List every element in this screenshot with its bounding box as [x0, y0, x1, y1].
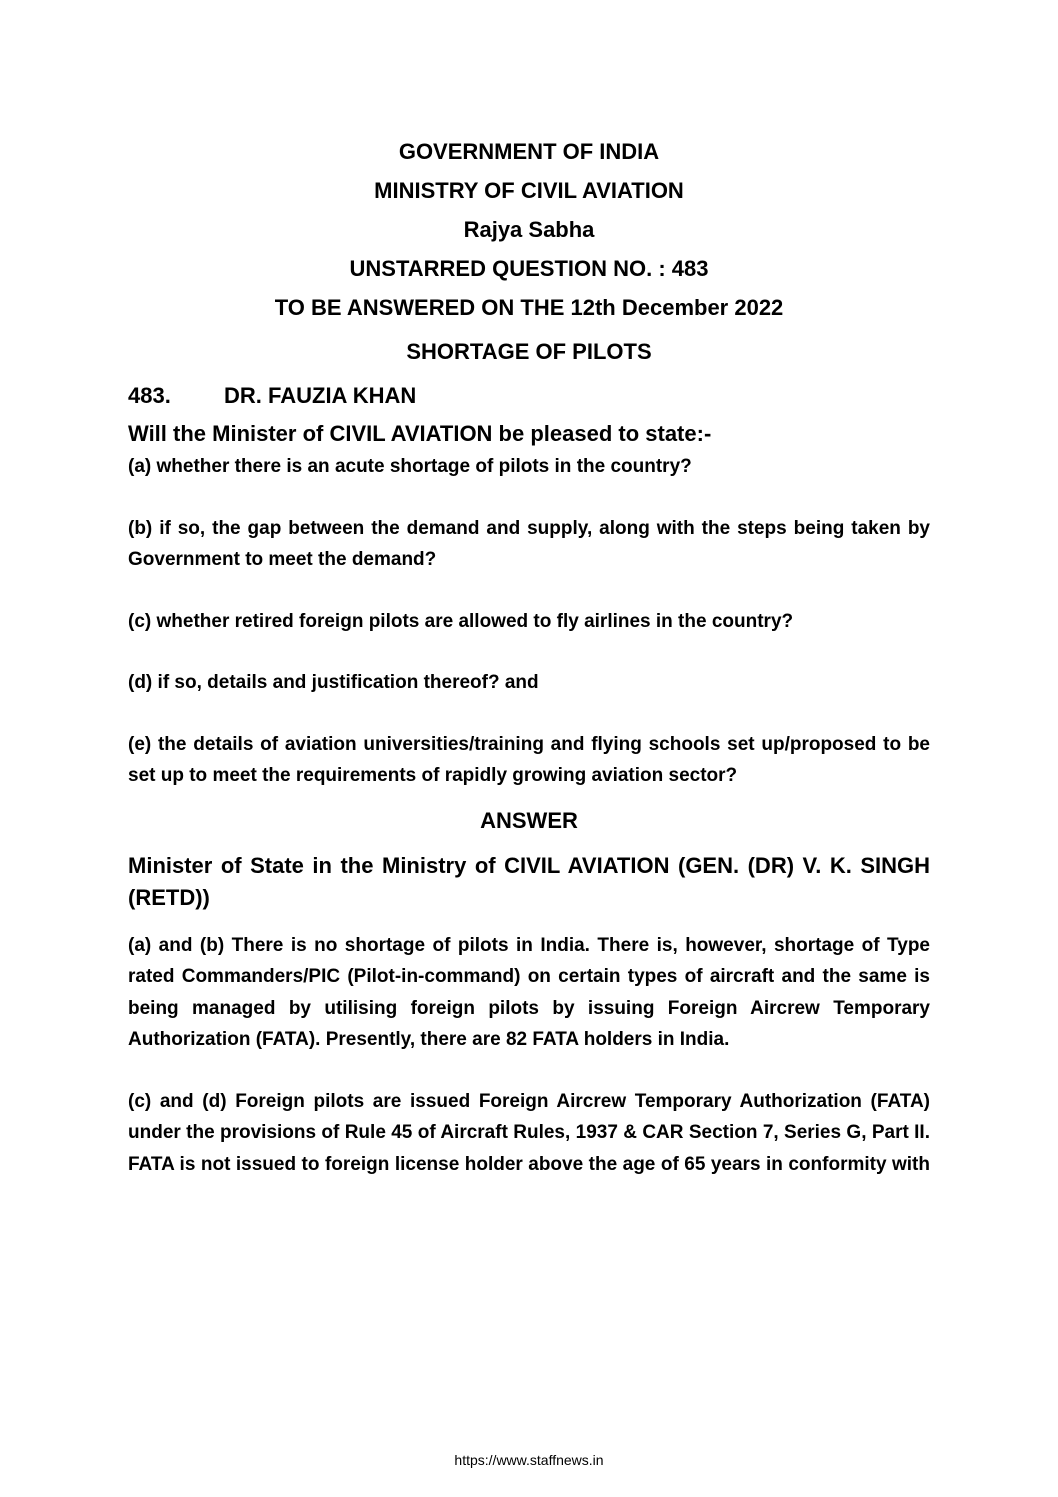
header-ministry: MINISTRY OF CIVIL AVIATION — [374, 178, 684, 203]
document-page — [128, 132, 930, 1180]
question-part-d: (d) if so, details and justification thereof? and — [128, 672, 539, 693]
question-member — [128, 381, 930, 411]
answer-paragraph-cd: (c) and (d) Foreign pilots are issued Foreign Aircrew Temporary Authorization (FATA) under the provisions of Rule 45 of Aircraft Rules, 1937 & CAR Section 7, Series G, Part II. FATA is not issued to foreign license holder above the age of 65 years in conformity with — [128, 1090, 930, 1175]
question-part-e: (e) the details of aviation universities/training and flying schools set up/proposed to be set up to meet the requirements of rapidly growing aviation sector? — [128, 733, 930, 786]
answer-minister: Minister of State in the Ministry of CIVIL AVIATION (GEN. (DR) V. K. SINGH (RETD)) — [128, 852, 930, 910]
question-part-b: (b) if so, the gap between the demand and supply, along with the steps being taken by Government to meet the demand? — [128, 517, 930, 570]
footer-url: https://www.staffnews.in — [454, 1452, 604, 1468]
header-question-number: UNSTARRED QUESTION NO. : 483 — [349, 256, 709, 281]
answer-paragraph-ab: (a) and (b) There is no shortage of pilots in India. There is, however, shortage of Type rated Commanders/PIC (Pilot-in-command) on certain types of aircraft and the same is being managed by utilising foreign pilots by issuing Foreign Aircrew Temporary Authorization (FATA). Presently, there are 82 FATA holders in India. — [128, 934, 930, 1050]
header-house: Rajya Sabha — [463, 217, 595, 242]
header-government: GOVERNMENT OF INDIA — [398, 139, 660, 164]
header-answer-date: TO BE ANSWERED ON THE 12th December 2022 — [274, 295, 784, 320]
question-part-a: (a) whether there is an acute shortage of pilots in the country? — [128, 456, 692, 477]
answer-heading: ANSWER — [480, 807, 578, 833]
question-part-c: (c) whether retired foreign pilots are allowed to fly airlines in the country? — [128, 610, 794, 632]
question-number: 483. — [128, 383, 171, 408]
document-title: SHORTAGE OF PILOTS — [406, 339, 652, 364]
question-intro: Will the Minister of CIVIL AVIATION be pleased to state:- — [128, 421, 712, 446]
member-name: DR. FAUZIA KHAN — [224, 383, 417, 408]
